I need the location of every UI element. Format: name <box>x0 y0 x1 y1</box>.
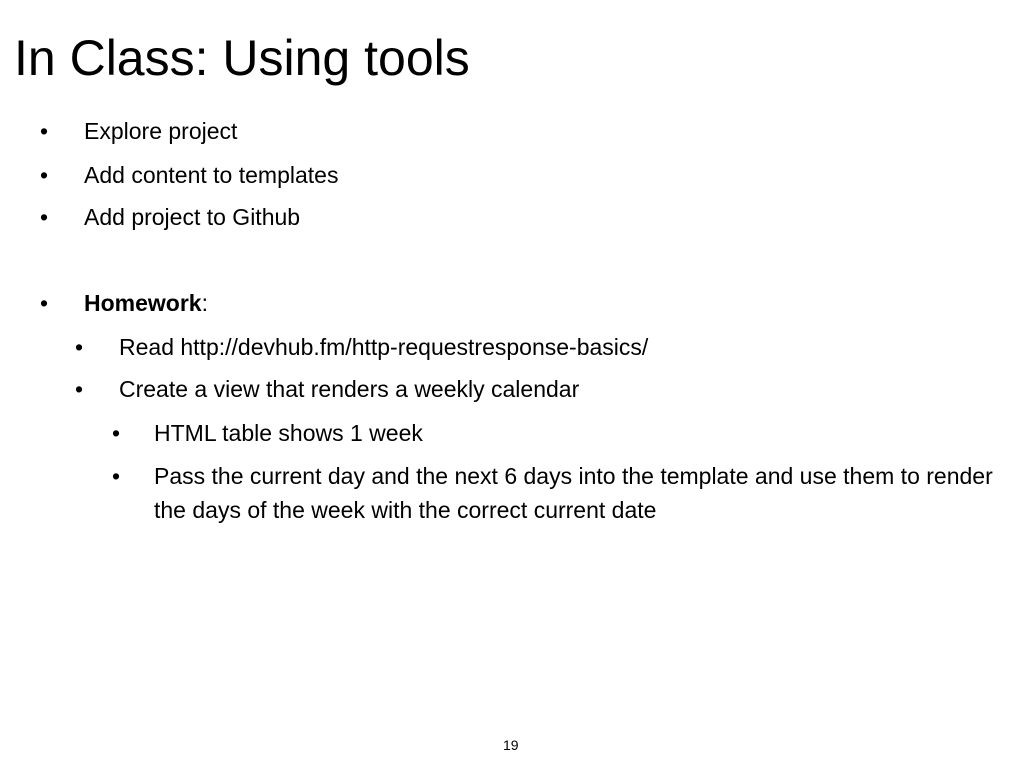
slide-title: In Class: Using tools <box>14 30 470 86</box>
bullet-marker: • <box>40 118 49 144</box>
bullet-explore-project <box>40 114 540 148</box>
bullet-add-project <box>40 200 540 234</box>
page-number: 19 <box>503 737 519 753</box>
bullet-marker: • <box>75 334 84 360</box>
bullet-text: Add project to Github <box>84 204 301 230</box>
homework-heading <box>84 286 208 320</box>
bullet-read-link <box>75 330 975 364</box>
bullet-marker: • <box>40 162 49 188</box>
bullet-text: Create a view that renders a weekly calendar <box>119 376 580 402</box>
bullet-homework <box>40 286 540 320</box>
bullet-marker: • <box>40 204 49 230</box>
bullet-html-table <box>112 416 992 450</box>
bullet-create-view <box>75 372 975 406</box>
bullet-marker: • <box>112 463 121 489</box>
bullet-marker: • <box>40 290 49 316</box>
bullet-marker: • <box>75 376 84 402</box>
homework-label: Homework <box>84 290 202 316</box>
bullet-text: Add content to templates <box>84 162 339 188</box>
bullet-marker: • <box>112 420 121 446</box>
bullet-pass-days <box>112 459 992 529</box>
bullet-text: HTML table shows 1 week <box>154 420 423 446</box>
bullet-text: Explore project <box>84 118 238 144</box>
bullet-text: Read http://devhub.fm/http-requestresponse-basics/ <box>119 334 649 360</box>
bullet-text: Pass the current day and the next 6 days into the template and use them to render the days of the week with the correct current date <box>154 463 993 523</box>
bullet-add-content <box>40 158 540 192</box>
homework-colon: : <box>201 290 208 316</box>
